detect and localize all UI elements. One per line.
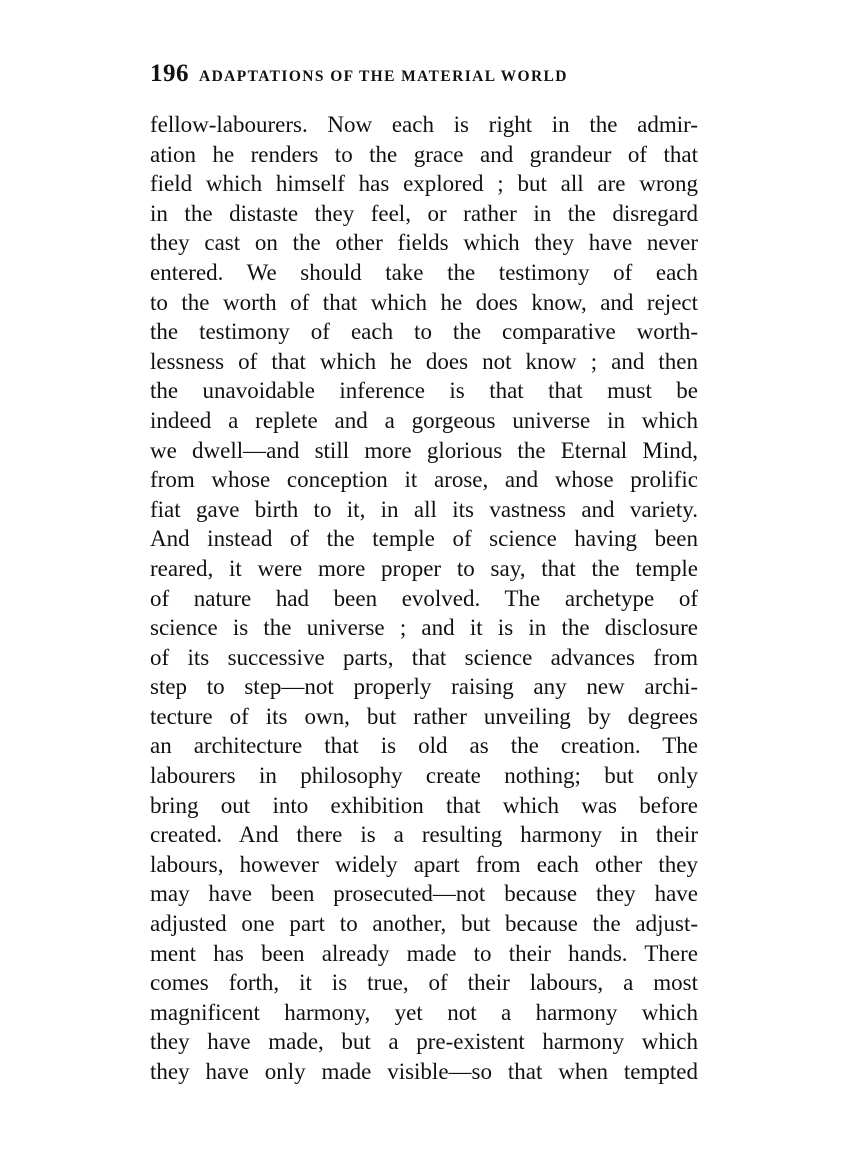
text-line: the testimony of each to the comparative worth-	[150, 319, 698, 345]
running-title: ADAPTATIONS OF THE MATERIAL WORLD	[199, 68, 568, 85]
text-line: reared, it were more proper to say, that the temple	[150, 555, 698, 581]
page-number: 196	[150, 60, 189, 87]
text-line: ment has been already made to their hands. There	[150, 940, 698, 966]
running-head	[150, 60, 710, 90]
text-line: fellow-labourers. Now each is right in the admir-	[150, 112, 698, 137]
text-line: to the worth of that which he does know, and reject	[150, 289, 698, 315]
text-line: labourers in philosophy create nothing; but only	[150, 763, 698, 789]
text-line: And instead of the temple of science having been	[150, 526, 698, 552]
text-line: from whose conception it arose, and whose prolific	[150, 467, 698, 493]
text-line: the unavoidable inference is that that must be	[150, 378, 698, 404]
text-line: they have only made visible—so that when tempted	[150, 1059, 698, 1084]
text-line: in the distaste they feel, or rather in the disregard	[150, 200, 698, 226]
text-line: indeed a replete and a gorgeous universe in which	[150, 407, 698, 433]
text-line: we dwell—and still more glorious the Eternal Mind,	[150, 437, 698, 463]
text-line: bring out into exhibition that which was before	[150, 792, 698, 818]
text-line: may have been prosecuted—not because they have	[150, 881, 698, 907]
text-line: they have made, but a pre-existent harmony which	[150, 1029, 698, 1055]
text-line: fiat gave birth to it, in all its vastness and variety.	[150, 496, 698, 522]
text-line: labours, however widely apart from each other they	[150, 851, 698, 877]
text-line: tecture of its own, but rather unveiling by degrees	[150, 703, 698, 729]
text-line: created. And there is a resulting harmony in their	[150, 822, 698, 848]
text-line: lessness of that which he does not know ; and then	[150, 348, 698, 374]
text-line: adjusted one part to another, but because the adjust-	[150, 911, 698, 937]
text-line: they cast on the other fields which they have never	[150, 230, 698, 256]
body-text	[150, 110, 698, 1087]
text-line: comes forth, it is true, of their labours, a most	[150, 970, 698, 996]
text-line: an architecture that is old as the creation. The	[150, 733, 698, 759]
text-line: of nature had been evolved. The archetype of	[150, 585, 698, 611]
text-line: step to step—not properly raising any new archi-	[150, 674, 698, 700]
text-line: ation he renders to the grace and grandeur of that	[150, 141, 698, 167]
text-line: of its successive parts, that science advances from	[150, 644, 698, 670]
text-line: science is the universe ; and it is in the disclosure	[150, 615, 698, 641]
text-line: entered. We should take the testimony of each	[150, 259, 698, 285]
text-line: magnificent harmony, yet not a harmony which	[150, 999, 698, 1025]
text-line: field which himself has explored ; but all are wrong	[150, 171, 698, 197]
